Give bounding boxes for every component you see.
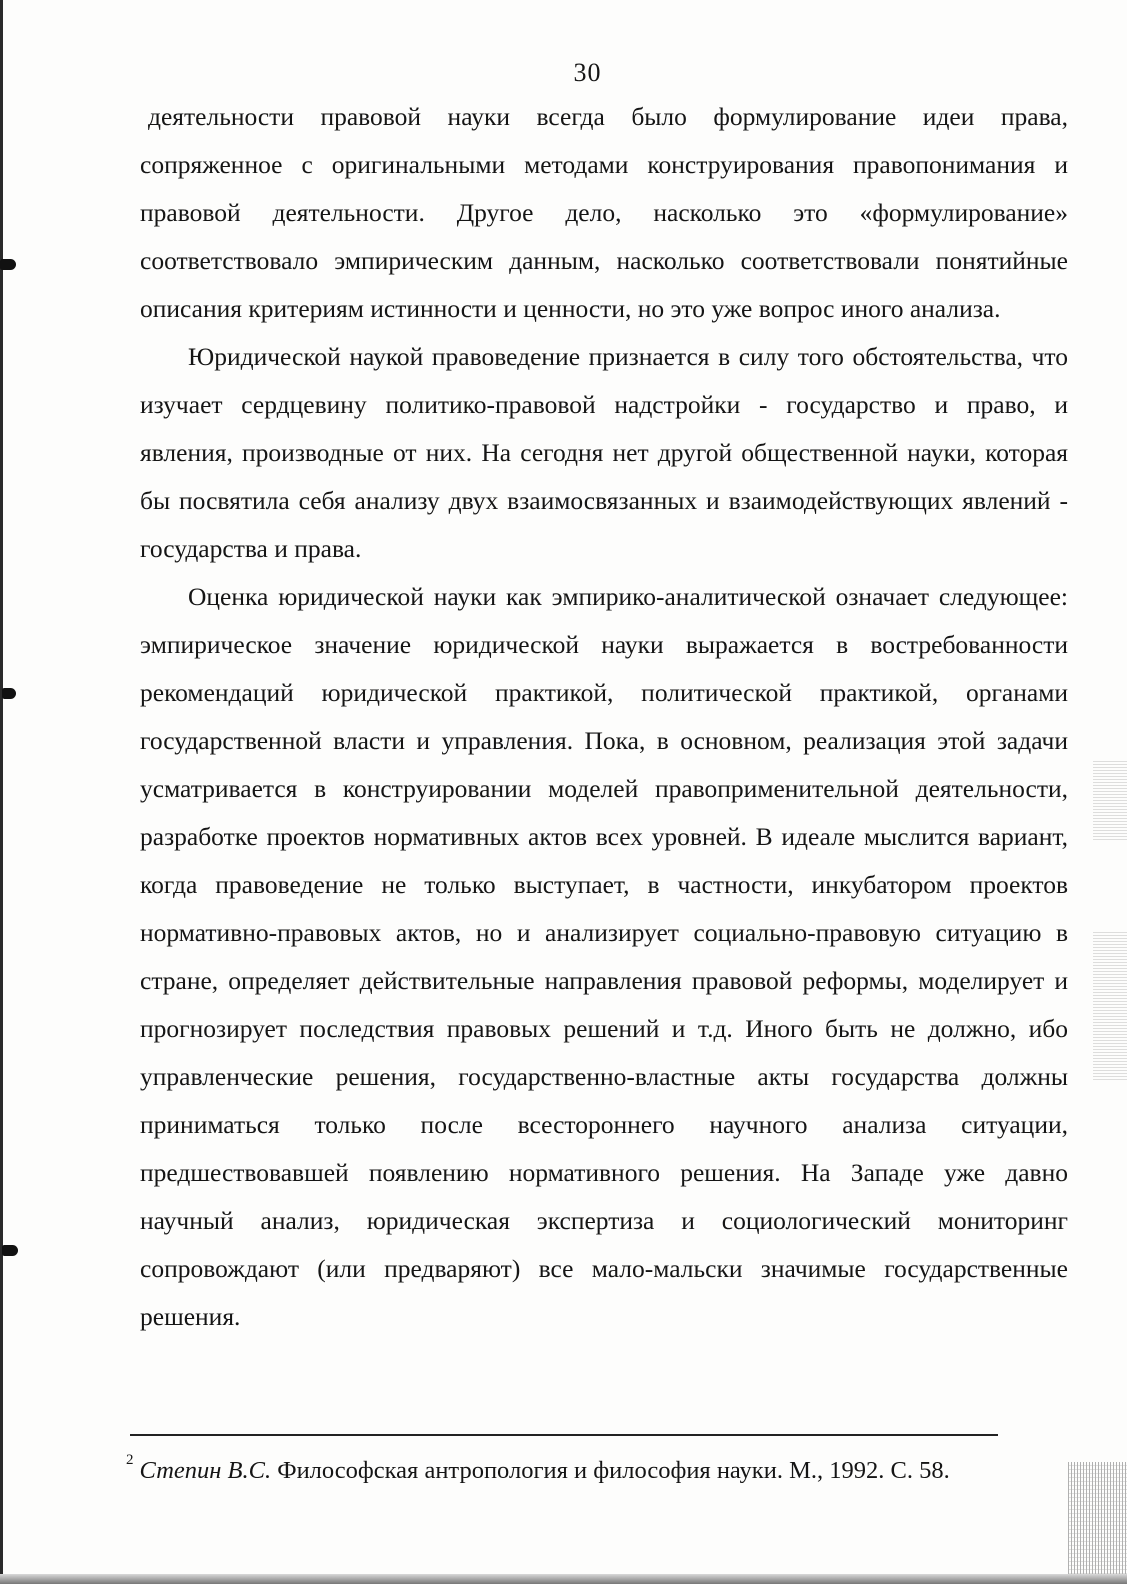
body-text bbox=[140, 93, 1068, 1341]
footnote-separator bbox=[130, 1434, 998, 1436]
scan-noise bbox=[1068, 1462, 1127, 1574]
scan-noise bbox=[1093, 930, 1127, 1080]
page-number: 30 bbox=[573, 58, 602, 87]
paragraph: Оценка юридической науки как эмпирико-аналитической означает следующее: эмпирическое значение юридической науки выражается в востребованности рекомендаций юридической практикой, политической практикой, органами государственной власти и управления. Пока, в основном, реализация этой задачи усматривается в конструировании моделей правоприменительной деятельности, разработке проектов нормативных актов всех уровней. В идеале мыслится вариант, когда правоведение не только выступает, в частности, инкубатором проектов нормативно-правовых актов, но и анализирует социально-правовую ситуацию в стране, определяет действительные направления правовой реформы, моделирует и прогнозирует последствия правовых решений и т.д. Иного быть не должно, ибо управленческие решения, государственно-властные акты государства должны приниматься только после всестороннего научного анализа ситуации, предшествовавшей появлению нормативного решения. На Западе уже давно научный анализ, юридическая экспертиза и социологический мониторинг сопровождают (или предваряют) все мало-мальски значимые государственные решения. bbox=[140, 582, 1068, 1331]
paragraph: Юридической наукой правоведение признается в силу того обстоятельства, что изучает сердцевину политико-правовой надстройки - государство и право, и явления, производные от них. На сегодня нет другой общественной науки, которая бы посвятила себя анализу двух взаимосвязанных и взаимодействующих явлений - государства и права. bbox=[140, 342, 1068, 563]
binder-hole-mark bbox=[0, 259, 16, 270]
footnote-marker: 2 bbox=[126, 1452, 134, 1468]
binder-hole-mark bbox=[2, 1245, 18, 1256]
footnote bbox=[126, 1440, 1066, 1491]
footnote-author: Степин В.С. bbox=[139, 1457, 272, 1484]
footnote-text: Философская антропология и философия науки. М., 1992. С. 58. bbox=[277, 1457, 950, 1484]
binder-hole-mark bbox=[2, 688, 16, 699]
paragraph: деятельности правовой науки всегда было формулирование идеи права, сопряженное с оригинальными методами конструирования правопонимания и правовой деятельности. Другое дело, насколько это «формулирование» соответствовало эмпирическим данным, насколько соответствовали понятийные описания критериям истинности и ценности, но это уже вопрос иного анализа. bbox=[140, 102, 1068, 323]
scan-noise bbox=[1093, 760, 1127, 840]
scan-bottom-edge bbox=[0, 1574, 1127, 1584]
scan-left-edge bbox=[0, 0, 3, 1584]
